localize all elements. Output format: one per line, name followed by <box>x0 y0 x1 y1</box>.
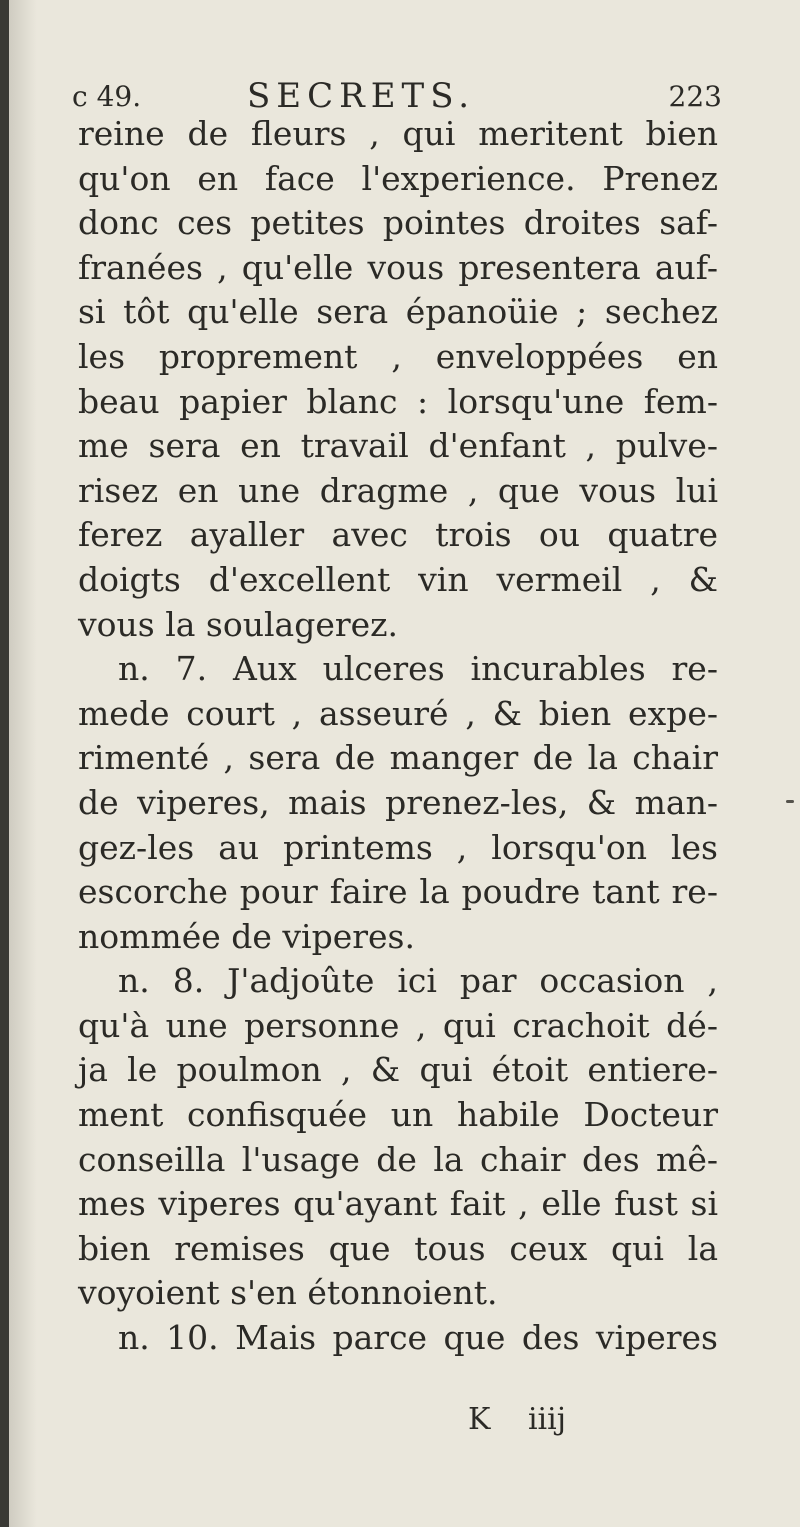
text-line: reine de fleurs , qui meritent bien <box>78 114 718 153</box>
text-line: qu'à une personne , qui crachoit dé- <box>78 1005 718 1045</box>
text-line: si tôt qu'elle sera épanoüie ; sechez <box>78 292 718 332</box>
text-line: mede court , asseuré , & bien expe- <box>78 693 718 733</box>
text-line: vous la soulagerez. <box>78 604 399 644</box>
text-line: rimenté , sera de manger de la chair <box>78 738 718 778</box>
text-line: conseilla l'usage de la chair des mê- <box>78 1139 718 1179</box>
text-line: escorche pour faire la poudre tant re- <box>78 872 718 912</box>
paragraph-start-line: n. 7. Aux ulceres incurables re- <box>118 649 718 689</box>
catchword-signature: K iiij <box>468 1402 567 1437</box>
text-line: les proprement , enveloppées en <box>78 336 718 376</box>
paper-speck <box>786 800 794 803</box>
page-number: 223 <box>668 80 722 113</box>
text-line: me sera en travail d'enfant , pulve- <box>78 426 718 466</box>
text-line: qu'on en face l'experience. Prenez <box>78 158 718 198</box>
text-line: ferez ayaller avec trois ou quatre <box>78 515 718 555</box>
running-title: SECRETS. <box>247 76 476 116</box>
text-line: doigts d'excellent vin vermeil , & <box>78 559 718 599</box>
text-line: de viperes, mais prenez-les, & man- <box>78 782 718 822</box>
paragraph-start-line: n. 10. Mais parce que des viperes <box>118 1318 718 1358</box>
text-line: nommée de viperes. <box>78 916 415 956</box>
text-line: risez en une dragme , que vous lui <box>78 470 718 510</box>
text-line: donc ces petites pointes droites saf- <box>78 203 718 243</box>
page-gutter-shadow <box>9 0 37 1527</box>
text-line: franées , qu'elle vous presentera auf- <box>78 247 718 287</box>
text-line: gez-les au printems , lorsqu'on les <box>78 827 718 867</box>
text-line: mes viperes qu'ayant fait , elle fust si <box>78 1184 718 1224</box>
signature-mark: c 49. <box>72 80 142 113</box>
text-line: bien remises que tous ceux qui la <box>78 1228 718 1268</box>
paragraph-start-line: n. 8. J'adjoûte ici par occasion , <box>118 961 718 1001</box>
text-line: beau papier blanc : lorsqu'une fem- <box>78 381 718 421</box>
text-line: voyoient s'en étonnoient. <box>78 1273 498 1313</box>
page-binding-edge <box>0 0 9 1527</box>
text-line: ment confisquée un habile Docteur <box>78 1095 718 1135</box>
body-text <box>78 112 718 1361</box>
text-line: ja le poulmon , & qui étoit entiere- <box>78 1050 718 1090</box>
